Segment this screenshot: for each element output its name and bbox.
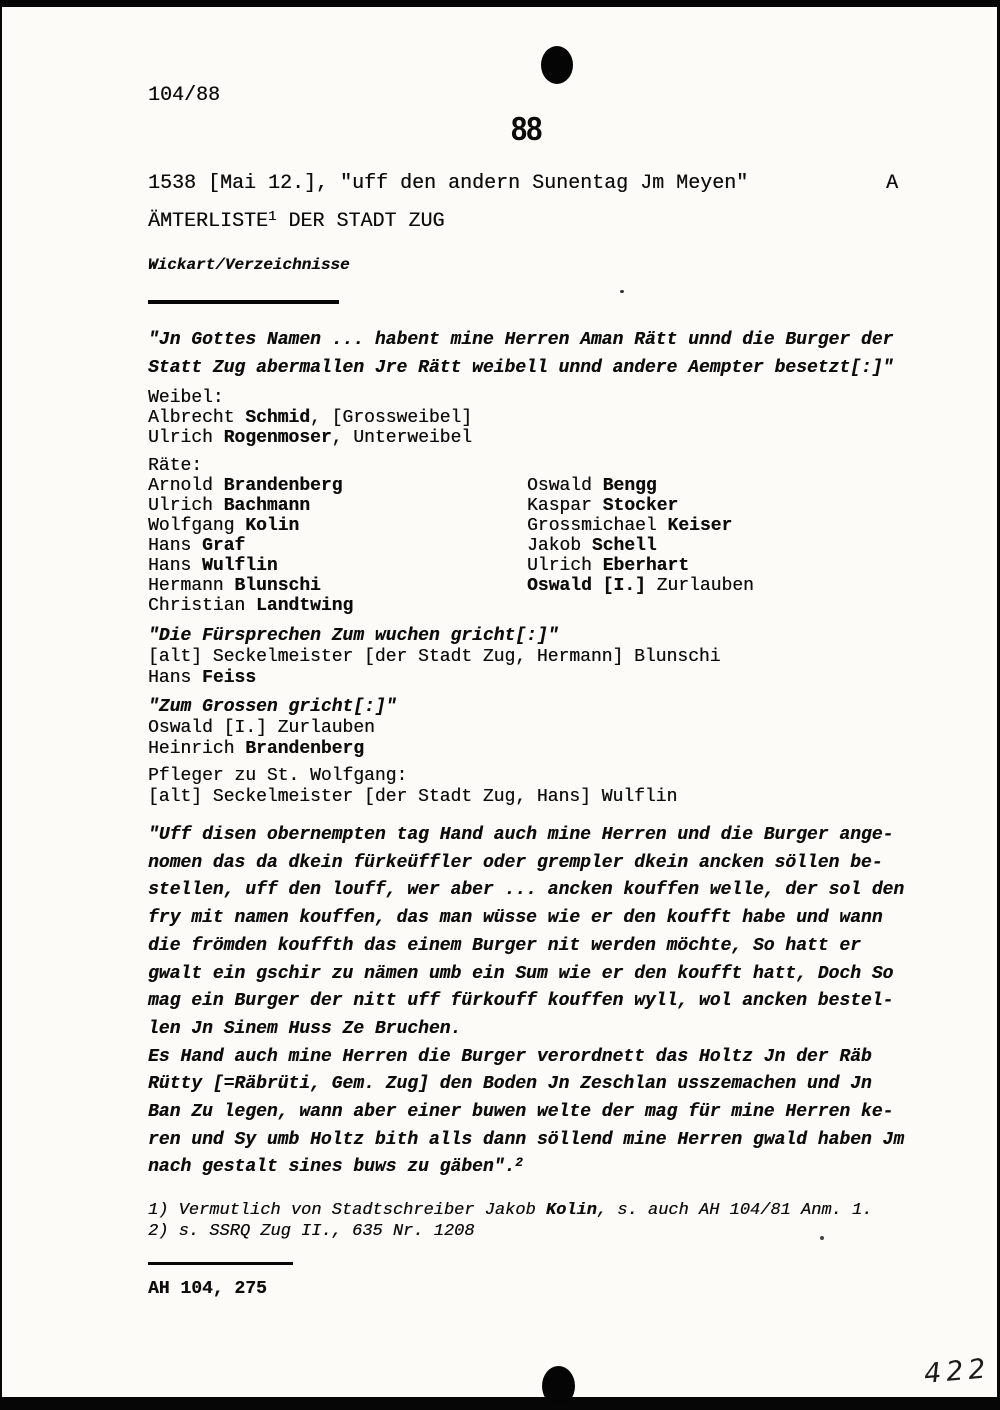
document-title: ÄMTERLISTE$^1$ DER STADT ZUG: [148, 208, 445, 233]
registration-dot-top: [541, 46, 573, 84]
page-number: 88: [511, 110, 542, 147]
fuersprechen-section: "Die Fürsprechen Zum wuchen gricht[:]" [alt] Seckelmeister [der Stadt Zug, Hermann] Blunschi Hans Feiss: [148, 626, 721, 688]
archive-signature: AH 104, 275: [148, 1279, 267, 1299]
raete-list-left: Arnold Brandenberg Ulrich Bachmann Wolfgang Kolin Hans Graf Hans Wulflin Hermann Blunschi Christian Landtwing: [148, 476, 354, 616]
divider-rule: [148, 300, 339, 304]
scan-border-left: [0, 0, 2, 1410]
footnotes: 1) Vermutlich von Stadtschreiber Jakob Kolin, s. auch AH 104/81 Anm. 1. 2) s. SSRQ Zug II., 635 Nr. 1208: [148, 1201, 873, 1241]
closing-quote: "Uff disen obernempten tag Hand auch mine Herren und die Burger ange- nomen das da dkein fürkeüffler oder grempler dkein ancken söllen be- stellen, uff den louff, wer aber ... ancken kouffen welle, der sol den fry mit namen kouffen, das man wüsse wie er den koufft habe und wann die frömden kouffth das einem Burger nit werden möchte, So hatt er gwalt ein gschir zu nämen umb ein Sum wie er den koufft hatt, Doch So mag ein Burger der nitt uff fürkouff kouffen wyll, wol ancken bestel- len Jn Sinem Huss Ze Bruchen. Es Hand auch mine Herren die Burger verordnett das Holtz Jn der Räb Rütty [=Räbrüti, Gem. Zug] den Boden Jn Zeschlan usszemachen und Jn Ban Zu legen, wann aber einer buwen welte der mag für mine Herren ke- ren und Sy umb Holtz bith alls dann söllend mine Herren gwald haben Jm nach gestalt sines buws zu gäben".$^2$: [148, 825, 905, 1178]
source-citation: Wickart/Verzeichnisse: [148, 256, 350, 274]
opening-quote: "Jn Gottes Namen ... habent mine Herren Aman Rätt unnd die Burger der Statt Zug abermallen Jre Rätt weibell unnd andere Aempter besetzt[:]": [148, 330, 894, 378]
footer-rule: [148, 1262, 293, 1265]
weibel-list: Weibel: Albrecht Schmid, [Grossweibel] Ulrich Rogenmoser, Unterweibel: [148, 388, 473, 448]
scan-border-top: [0, 0, 1000, 7]
date-heading: 1538 [Mai 12.], "uff den andern Sunentag Jm Meyen": [148, 172, 749, 195]
document-marker: A: [886, 172, 899, 195]
pfleger-section: Pfleger zu St. Wolfgang: [alt] Seckelmeister [der Stadt Zug, Hans] Wulflin: [148, 766, 678, 807]
scan-speck: [620, 290, 624, 293]
archive-reference: 104/88: [148, 84, 221, 107]
grosses-gericht-section: "Zum Grossen gricht[:]" Oswald [I.] Zurlauben Heinrich Brandenberg: [148, 697, 397, 759]
raete-list-right: Oswald Bengg Kaspar Stocker Grossmichael Keiser Jakob Schell Ulrich Eberhart Oswald [I.] Zurlauben: [527, 476, 754, 596]
handwritten-folio-number: 422: [922, 1353, 992, 1390]
raete-label: Räte:: [148, 456, 203, 476]
registration-dot-bottom: [542, 1366, 575, 1406]
scan-border-bottom: [0, 1397, 1000, 1410]
